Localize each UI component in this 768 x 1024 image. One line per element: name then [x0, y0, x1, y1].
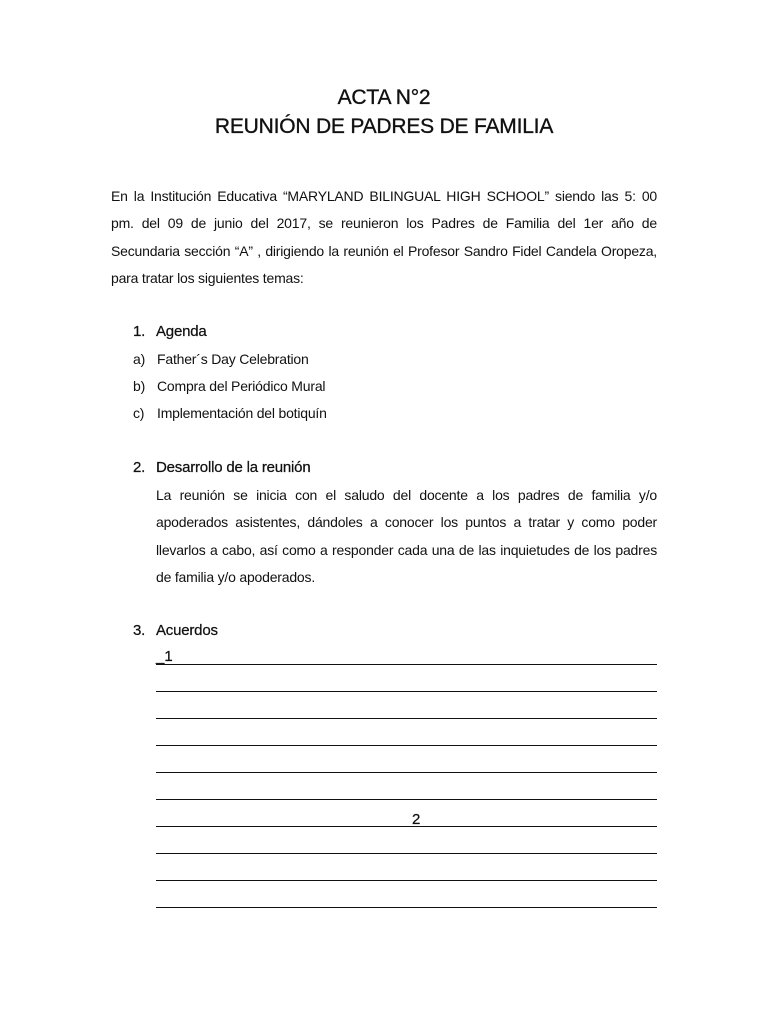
acuerdo-line-label-2: 2 [412, 811, 421, 828]
acuerdos-number: 3. [133, 622, 146, 639]
acuerdo-line [156, 799, 657, 800]
acuerdo-line [156, 907, 657, 908]
acuerdo-line [156, 691, 657, 692]
desarrollo-paragraph: La reunión se inicia con el saludo del docente a los padres de familia y/o apoderados asistentes, dándoles a conocer los puntos a tratar y como poder llevarlos a cabo, así como a responder cada una de las inquietudes de los padres de familia y/o apoderados. [156, 487, 657, 585]
desarrollo-heading [133, 459, 310, 477]
agenda-item-letter: b) [133, 378, 146, 394]
agenda-heading [133, 323, 207, 341]
agenda-item-text: Compra del Periódico Mural [157, 378, 326, 394]
acuerdo-line [156, 664, 657, 665]
acuerdo-line [156, 826, 657, 827]
agenda-item-letter: c) [133, 405, 145, 421]
document-subtitle: REUNIÓN DE PADRES DE FAMILIA [214, 115, 554, 138]
agenda-item-letter: a) [133, 351, 146, 367]
intro-paragraph: En la Institución Educativa “MARYLAND BILINGUAL HIGH SCHOOL” siendo las 5: 00 pm. del 09 de junio del 2017, se reunieron los Padres de Familia del 1er año de Secundaria sección “A” , dirigiendo la reunión el Profesor Sandro Fidel Candela Oropeza, para tratar los siguientes temas: [111, 188, 657, 286]
acuerdos-title: Acuerdos [156, 622, 218, 639]
acuerdo-line-label-1: _1 [156, 648, 173, 665]
acuerdos-heading [133, 622, 218, 640]
acuerdo-line [156, 772, 657, 773]
acuerdo-line [156, 718, 657, 719]
agenda-item-text: Implementación del botiquín [157, 405, 327, 421]
agenda-item-a [133, 350, 309, 368]
agenda-item-b [133, 377, 325, 395]
acuerdo-line [156, 880, 657, 881]
acuerdo-line [156, 745, 657, 746]
acuerdo-line [156, 853, 657, 854]
agenda-item-text: Father´s Day Celebration [157, 351, 309, 367]
agenda-title: Agenda [156, 323, 207, 340]
agenda-item-c [133, 404, 327, 422]
document-title: ACTA N°2 [337, 86, 431, 109]
agenda-number: 1. [133, 323, 146, 340]
desarrollo-title: Desarrollo de la reunión [156, 459, 311, 476]
desarrollo-number: 2. [133, 459, 146, 476]
